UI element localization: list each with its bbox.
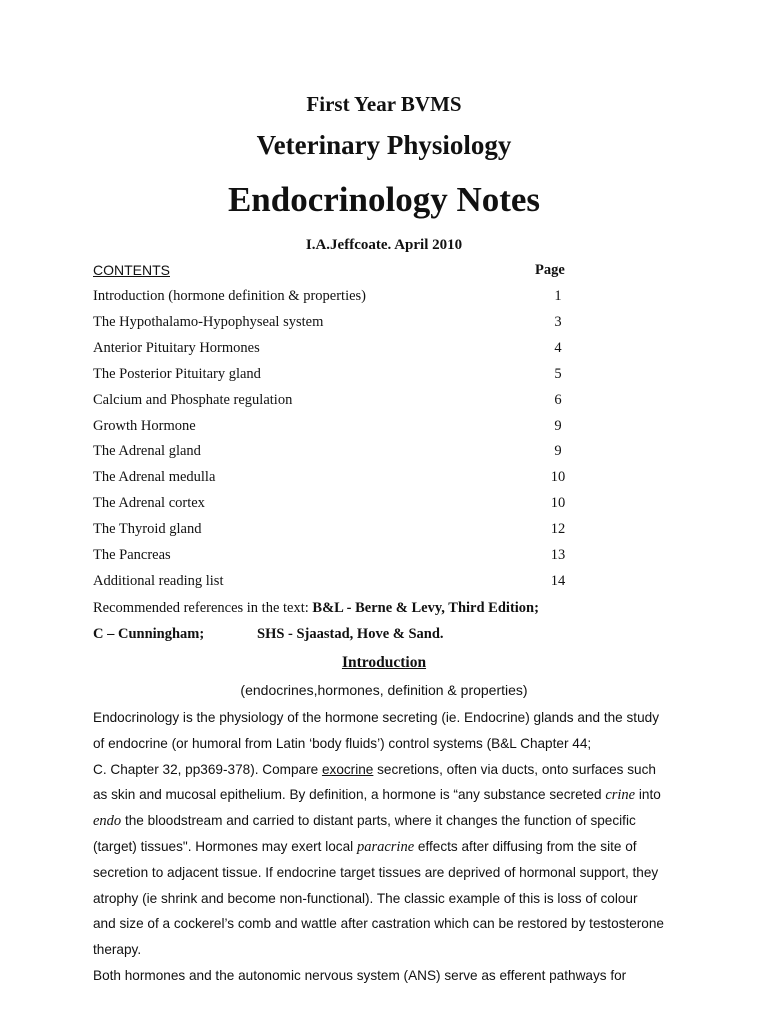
contents-row — [93, 495, 568, 517]
contents-row-label: Introduction (hormone definition & properties) — [93, 288, 367, 304]
text-line — [93, 834, 693, 860]
course-heading: First Year BVMS — [306, 92, 462, 116]
exocrine-term: exocrine — [321, 761, 374, 777]
contents-row-label: Additional reading list — [93, 572, 224, 589]
contents-row-page: 9 — [554, 417, 562, 434]
contents-row-label: The Adrenal medulla — [93, 469, 216, 486]
contents-header — [93, 262, 568, 284]
contents-row-label: The Pancreas — [93, 547, 171, 563]
references-line-2 — [93, 626, 444, 643]
text-fragment: secretions, often via ducts, onto surfaces such — [373, 761, 656, 777]
text-line: of endocrine (or humoral from Latin ‘body fluids’) control systems (B&L Chapter 44; — [93, 735, 592, 751]
introduction-paragraph-1 — [93, 705, 693, 989]
contents-row-label: The Posterior Pituitary gland — [93, 365, 261, 382]
contents-row — [93, 314, 568, 336]
subject-heading: Veterinary Physiology — [256, 130, 512, 160]
contents-row-page: 3 — [554, 313, 562, 330]
contents-row-label: Anterior Pituitary Hormones — [93, 339, 260, 356]
text-line: and size of a cockerel’s comb and wattle after castration which can be restored by testosterone — [93, 916, 664, 932]
contents-row-label: The Adrenal gland — [93, 443, 201, 460]
endo-term: endo — [93, 813, 122, 830]
text-line — [93, 757, 693, 783]
contents-row — [93, 392, 568, 414]
text-fragment: effects after diffusing from the site of — [414, 838, 637, 854]
text-line — [93, 782, 693, 808]
text-line: Endocrinology is the physiology of the hormone secreting (ie. Endocrine) glands and the study — [93, 710, 659, 725]
contents-row-page: 1 — [554, 288, 562, 304]
contents-row-page: 4 — [554, 339, 562, 356]
contents-row — [93, 418, 568, 440]
reference-shs: SHS - Sjaastad, Hove & Sand. — [257, 626, 444, 642]
contents-row-page: 10 — [550, 469, 566, 486]
contents-row-page: 6 — [554, 391, 562, 408]
text-line — [93, 808, 693, 834]
contents-row — [93, 366, 568, 388]
text-line: therapy. — [93, 942, 142, 958]
author-date: I.A.Jeffcoate. April 2010 — [305, 237, 463, 253]
page-column-label: Page — [535, 262, 565, 278]
introduction-subtitle: (endocrines,hormones, definition & properties) — [240, 682, 528, 698]
contents-row-label: The Hypothalamo-Hypophyseal system — [93, 313, 324, 330]
contents-row-label: Growth Hormone — [93, 417, 196, 434]
contents-row-page: 5 — [554, 365, 562, 382]
text-line: atrophy (ie shrink and become non-functional). The classic example of this is loss of colour — [93, 890, 638, 906]
contents-row — [93, 547, 568, 569]
contents-row-page: 14 — [550, 572, 566, 589]
references-intro: Recommended references in the text: — [93, 600, 313, 616]
references-line-1 — [93, 600, 539, 617]
contents-row — [93, 340, 568, 362]
text-fragment: as skin and mucosal epithelium. By definition, a hormone is “any substance secreted — [93, 787, 606, 803]
reference-c: C – Cunningham; — [93, 626, 205, 642]
contents-row — [93, 288, 568, 310]
contents-row-label: The Thyroid gland — [93, 521, 202, 538]
text-line: secretion to adjacent tissue. If endocrine target tissues are deprived of hormonal support, they — [93, 864, 659, 880]
text-line: Both hormones and the autonomic nervous system (ANS) serve as efferent pathways for — [93, 967, 627, 983]
text-fragment: into — [635, 787, 661, 803]
contents-row — [93, 573, 568, 595]
text-fragment: the bloodstream and carried to distant parts, where it changes the function of specific — [121, 813, 636, 829]
contents-row-page: 13 — [550, 547, 566, 563]
introduction-heading: Introduction — [341, 654, 427, 671]
contents-row-page: 10 — [550, 495, 566, 512]
reference-bl: B&L - Berne & Levy, Third Edition; — [312, 600, 539, 616]
document-title: Endocrinology Notes — [227, 180, 541, 219]
contents-row-label: The Adrenal cortex — [93, 495, 205, 512]
contents-label: CONTENTS — [93, 262, 170, 278]
contents-row — [93, 469, 568, 491]
contents-row-label: Calcium and Phosphate regulation — [93, 391, 293, 408]
contents-row — [93, 521, 568, 543]
paracrine-term: paracrine — [356, 838, 415, 855]
text-fragment: C. Chapter 32, pp369-378). Compare — [93, 761, 322, 777]
crine-term: crine — [605, 787, 636, 804]
text-fragment: (target) tissues". Hormones may exert local — [93, 838, 357, 854]
contents-row-page: 12 — [550, 521, 566, 538]
contents-row-page: 9 — [554, 443, 562, 460]
contents-row — [93, 443, 568, 465]
